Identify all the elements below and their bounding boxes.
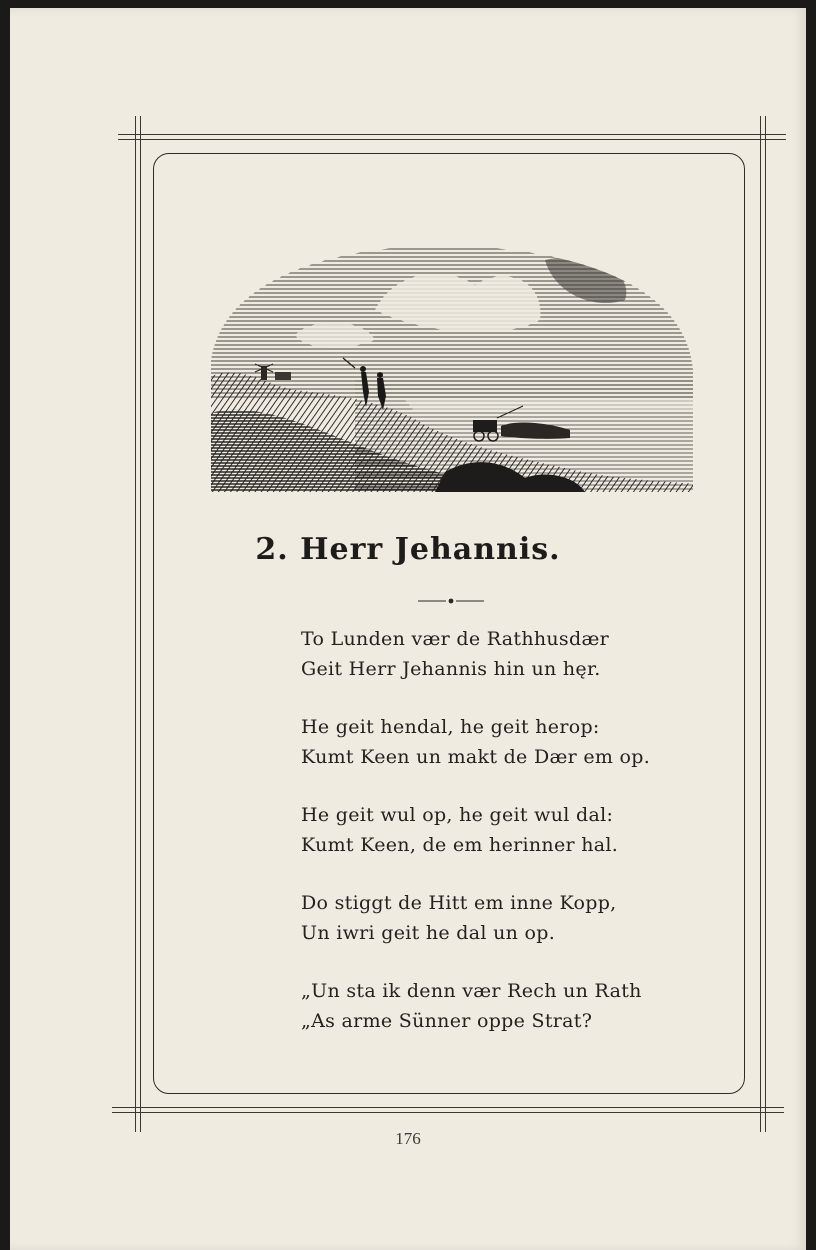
poem-stanza	[301, 624, 721, 712]
poem-body	[301, 624, 721, 1064]
poem-line: Kumt Keen un makt de Dær em op.	[301, 746, 651, 768]
poem-line: He geit hendal, he geit herop:	[301, 716, 600, 738]
poem-stanza	[301, 976, 721, 1064]
coastal-landscape-engraving	[205, 240, 697, 492]
frame-left-line-2	[140, 116, 141, 1132]
poem-stanza	[301, 712, 721, 800]
poem-title: 2. Herr Jehannis.	[255, 532, 561, 567]
poem-line: To Lunden vær de Rathhusdær	[301, 628, 609, 650]
poem-line: Kumt Keen, de em herinner hal.	[301, 834, 619, 856]
bottom-rule-outer	[112, 1112, 784, 1113]
page-number: 176	[395, 1129, 421, 1148]
frame-left-line-1	[135, 116, 136, 1132]
poem-line: Geit Herr Jehannis hin un hęr.	[301, 658, 601, 680]
top-rule-inner	[118, 139, 786, 140]
poem-line: Do stiggt de Hitt em inne Kopp,	[301, 892, 617, 914]
frame-right-line-1	[760, 116, 761, 1132]
poem-line: He geit wul op, he geit wul dal:	[301, 804, 614, 826]
poem-line: Un iwri geit he dal un op.	[301, 922, 556, 944]
bottom-rule-inner	[112, 1107, 784, 1108]
poem-line: „Un sta ik denn vær Rech un Rath	[301, 980, 642, 1002]
title-ornament-divider	[418, 595, 484, 607]
frame-right-line-2	[765, 116, 766, 1132]
poem-stanza	[301, 800, 721, 888]
poem-stanza	[301, 888, 721, 976]
poem-line: „As arme Sünner oppe Strat?	[301, 1010, 593, 1032]
top-rule-outer	[118, 134, 786, 135]
